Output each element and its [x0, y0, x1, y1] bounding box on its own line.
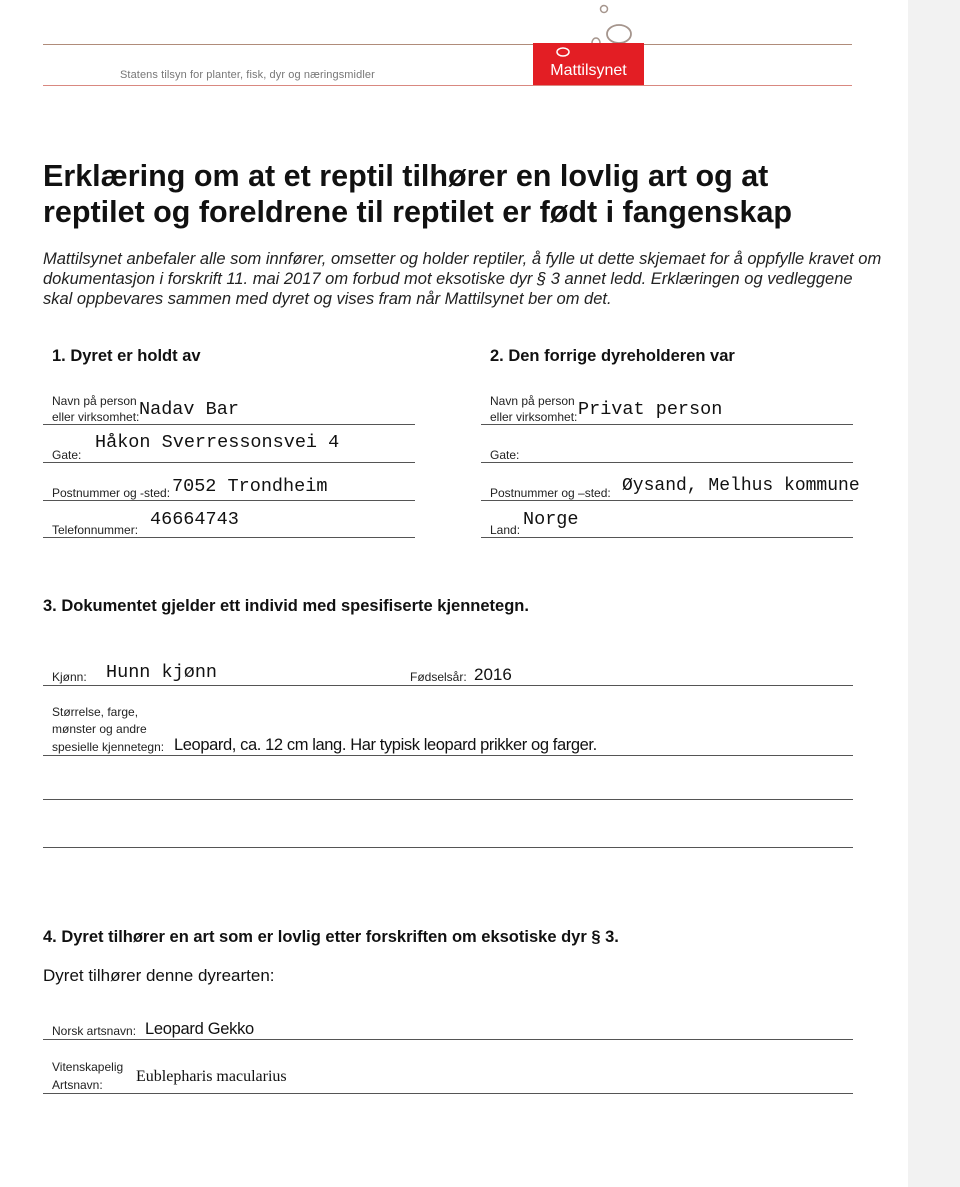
s2-country-field[interactable]: Norge — [523, 509, 579, 530]
s3-birth-year-field[interactable]: 2016 — [474, 665, 512, 684]
s2-name-label-1: Navn på person — [490, 394, 575, 408]
s2-country-label: Land: — [490, 523, 521, 537]
right-margin-panel — [908, 0, 960, 1187]
header-top-rule-right — [644, 44, 852, 45]
s3-features-label-3: spesielle kjennetegn: — [52, 740, 165, 754]
s1-phone-line — [43, 537, 415, 538]
s4-scientific-label-2: Artsnavn: — [52, 1078, 103, 1092]
s3-features-label-2: mønster og andre — [52, 722, 147, 736]
s2-street-line — [481, 462, 853, 463]
s2-postal-label: Postnummer og –sted: — [490, 486, 611, 500]
mattilsynet-logo — [533, 43, 644, 85]
s3-features-line-3 — [43, 847, 853, 848]
s4-scientific-name-field[interactable]: Eublepharis macularius — [136, 1068, 287, 1085]
section-3-heading: 3. Dokumentet gjelder ett individ med spesifiserte kjennetegn. — [43, 597, 529, 615]
s3-features-line-1 — [43, 755, 853, 756]
s2-name-line — [481, 424, 853, 425]
s2-country-line — [481, 537, 853, 538]
s3-sex-label: Kjønn: — [52, 670, 87, 684]
s1-street-field[interactable]: Håkon Sverressonsvei 4 — [95, 432, 340, 453]
header-top-rule — [43, 44, 533, 45]
s4-scientific-label-1: Vitenskapelig — [52, 1060, 124, 1074]
s4-norwegian-name-field[interactable]: Leopard Gekko — [145, 1020, 254, 1038]
s2-postal-line — [481, 500, 853, 501]
section-1-heading: 1. Dyret er holdt av — [52, 347, 201, 365]
s1-postal-field[interactable]: 7052 Trondheim — [172, 476, 328, 497]
s1-postal-label: Postnummer og -sted: — [52, 486, 171, 500]
s4-scientific-name-line — [43, 1093, 853, 1094]
s3-sex-field[interactable]: Hunn kjønn — [106, 662, 218, 683]
s2-name-field[interactable]: Privat person — [578, 399, 723, 420]
section-4-heading: 4. Dyret tilhører en art som er lovlig etter forskriften om eksotiske dyr § 3. — [43, 928, 619, 946]
s3-features-field[interactable]: Leopard, ca. 12 cm lang. Har typisk leopard prikker og farger. — [174, 736, 597, 754]
section-4-subheading: Dyret tilhører denne dyrearten: — [43, 966, 275, 985]
s1-street-line — [43, 462, 415, 463]
intro-text: Mattilsynet anbefaler alle som innfører, omsetter og holder reptiler, å fylle ut dette skjemaet for å oppfylle kravet om dokumentasjon i forskrift 11. mai 2017 om forbud mot eksotiske dyr § 3 annet ledd. Erklæringen og vedleggene skal oppbevares sammen med dyret og vises fram når Mattilsynet ber om det. — [43, 250, 882, 308]
s1-name-field[interactable]: Nadav Bar — [139, 399, 239, 420]
s1-name-line — [43, 424, 415, 425]
section-2-heading: 2. Den forrige dyreholderen var — [490, 347, 735, 365]
s4-norwegian-name-line — [43, 1039, 853, 1040]
header-bottom-rule — [43, 85, 852, 86]
s1-name-label-1: Navn på person — [52, 394, 137, 408]
s2-street-label: Gate: — [490, 448, 520, 462]
logo-bubble-icon — [553, 43, 573, 59]
s1-phone-field[interactable]: 46664743 — [150, 509, 239, 530]
s3-birth-year-label: Fødselsår: — [410, 670, 467, 684]
s1-name-label-2: eller virksomhet: — [52, 410, 140, 424]
s4-norwegian-name-label: Norsk artsnavn: — [52, 1024, 137, 1038]
s3-sex-line — [43, 685, 853, 686]
s1-phone-label: Telefonnummer: — [52, 523, 139, 537]
page-title: Erklæring om at et reptil tilhører en lovlig art og at reptilet og foreldrene til reptilet er født i fangenskap — [43, 159, 793, 229]
s3-features-label-1: Størrelse, farge, — [52, 705, 139, 719]
s1-postal-line — [43, 500, 415, 501]
header-tagline: Statens tilsyn for planter, fisk, dyr og næringsmidler — [120, 69, 375, 81]
s3-features-line-2 — [43, 799, 853, 800]
logo-text: Mattilsynet — [550, 62, 627, 79]
s2-postal-field[interactable]: Øysand, Melhus kommune — [622, 476, 860, 496]
s1-street-label: Gate: — [52, 448, 82, 462]
s2-name-label-2: eller virksomhet: — [490, 410, 578, 424]
